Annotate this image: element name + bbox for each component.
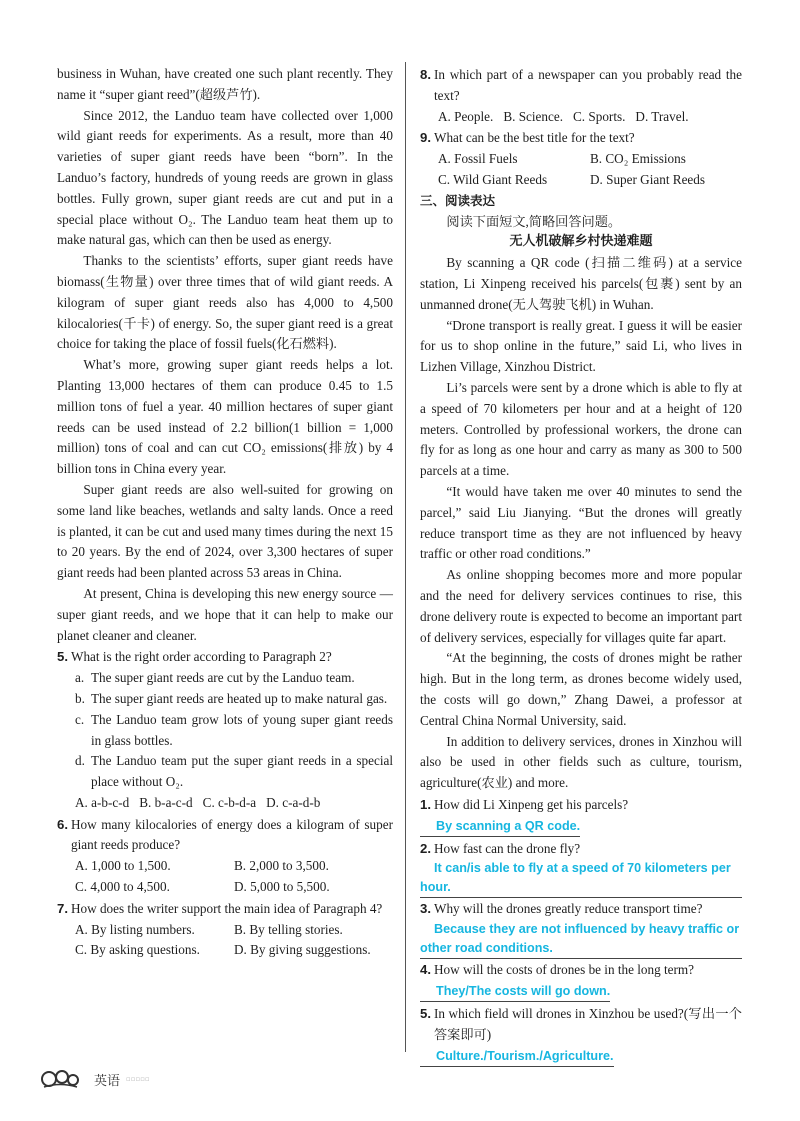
column-divider: [405, 62, 406, 1052]
question-text: Why will the drones greatly reduce transport time?: [434, 901, 703, 917]
option-c[interactable]: C. Sports.: [573, 108, 626, 124]
left-column: [57, 64, 393, 961]
publisher-logo-icon: [40, 1068, 80, 1090]
paragraph: business in Wuhan, have created one such plant recently. They name it “super giant reed”(超级芦竹).: [57, 66, 393, 102]
paragraph: “It would have taken me over 40 minutes to send the parcel,” said Liu Jianying. “But the drones will greatly reduce transport time as they are not influenced by heavy traffic or other road conditions.”: [420, 483, 742, 562]
option-c[interactable]: C. 4,000 to 4,500.: [75, 879, 170, 895]
item-text: The super giant reeds are heated up to make natural gas.: [91, 690, 388, 706]
paragraph: Li’s parcels were sent by a drone which is able to fly at a speed of 70 kilometers per hour and at a height of 120 meters. Controlled by professional workers, the drone can fly for as long as one hour and carry as many as 300 to 500 parcels at a time.: [420, 379, 742, 479]
item-text: The Landuo team grow lots of young super giant reeds in glass bottles.: [91, 711, 393, 748]
paragraph: In addition to delivery services, drones in Xinzhou will also be used in other fields such as culture, tourism, agriculture(农业) and more.: [420, 733, 742, 791]
item-key: b.: [75, 690, 85, 706]
item-text: The Landuo team put the super giant reeds in a special place without O₂.: [91, 753, 393, 790]
option-c[interactable]: C. Wild Giant Reeds: [438, 171, 548, 187]
options-row: [420, 107, 742, 128]
option-a[interactable]: A. 1,000 to 1,500.: [75, 858, 171, 874]
options-row: [57, 877, 393, 898]
option-d[interactable]: D. c-a-d-b: [266, 794, 321, 810]
question-9: [420, 128, 742, 149]
option-c[interactable]: C. c-b-d-a: [202, 794, 257, 810]
right-column: [420, 64, 742, 1068]
answer-line[interactable]: They/The costs will go down.: [420, 982, 610, 1002]
options-row: [57, 856, 393, 877]
list-item: [57, 668, 393, 689]
option-a[interactable]: A. People.: [438, 108, 494, 124]
option-d[interactable]: D. By giving suggestions.: [234, 942, 371, 958]
question-text: How fast can the drone fly?: [434, 840, 581, 856]
qa-question: [420, 839, 742, 860]
question-5: [57, 647, 393, 668]
list-item: [57, 751, 393, 793]
decorative-mark: ▫▫▫▫▫: [126, 1075, 150, 1083]
option-d[interactable]: D. Super Giant Reeds: [590, 171, 706, 187]
question-number: 9.: [420, 130, 431, 146]
option-b[interactable]: B. b-a-c-d: [139, 794, 193, 810]
qa-question: [420, 899, 742, 920]
option-a[interactable]: A. a-b-c-d: [75, 794, 130, 810]
question-number: 8.: [420, 67, 431, 82]
question-number: 5.: [420, 1006, 431, 1022]
paragraph: As online shopping becomes more and more popular and the need for delivery services continues to rise, this drone delivery route is expected to become an important part of delivery services, especially for villages quite far apart.: [420, 567, 742, 645]
options-row: [57, 940, 393, 961]
answer-line[interactable]: Culture./Tourism./Agriculture.: [420, 1047, 614, 1067]
item-key: c.: [75, 711, 85, 727]
options-row: [420, 170, 742, 191]
paragraph: Thanks to the scientists’ efforts, super giant reeds have biomass(生物量) over three times that of wild giant reeds. A kilogram of super giant reeds also has 4,000 to 4,500 kilocalories(千卡) of energy. So, the super giant reed is a great choice for taking the place of fossil fuels(化石燃料).: [57, 253, 393, 352]
qa-question: [420, 1004, 742, 1046]
paragraph: Super giant reeds are also well-suited for growing on some land like beaches, wetlands and salty lands. Once a reed is planted, it can be cut and used many times during the next 15 to 20 years. By the end of 2024, over 3,300 hectares of super giant reeds had been planted across 53 areas in China.: [57, 481, 393, 581]
option-b[interactable]: B. Science.: [503, 108, 564, 124]
paragraph: By scanning a QR code (扫描二维码) at a service station, Li Xinpeng received his parcels(包裹) sent by an unmanned drone(无人驾驶飞机) in Wuhan.: [420, 255, 742, 312]
question-text: What can be the best title for the text?: [434, 130, 635, 146]
section-heading: 三、阅读表达: [420, 192, 496, 208]
question-number: 5.: [57, 649, 68, 665]
option-d[interactable]: D. 5,000 to 5,500.: [234, 879, 330, 895]
answer-line[interactable]: Because they are not influenced by heavy traffic or other road conditions.: [420, 920, 742, 959]
options-row: [57, 793, 393, 814]
item-text: The super giant reeds are cut by the Landuo team.: [91, 670, 355, 686]
options-row: [420, 149, 742, 170]
qa-question: [420, 960, 742, 981]
option-c[interactable]: C. By asking questions.: [75, 942, 200, 958]
option-b[interactable]: B. CO₂ Emissions: [590, 151, 686, 167]
question-number: 6.: [57, 816, 68, 832]
page-footer: [40, 1068, 150, 1090]
paragraph: “At the beginning, the costs of drones might be rather high. But in the long term, as drones become widely used, the costs will go down,” Zhang Dawei, a professor at Central China Normal University, said.: [420, 650, 742, 728]
options-row: [57, 920, 393, 941]
question-6: [57, 815, 393, 857]
paragraph: At present, China is developing this new energy source — super giant reeds, and we hope that it can help to make our planet cleaner and cleaner.: [57, 585, 393, 643]
option-a[interactable]: A. Fossil Fuels: [438, 151, 518, 167]
question-text: What is the right order according to Paragraph 2?: [71, 649, 332, 665]
item-key: d.: [75, 753, 85, 769]
question-text: In which field will drones in Xinzhou be used?(写出一个答案即可): [434, 1006, 742, 1042]
question-7: [57, 899, 393, 920]
list-item: [57, 710, 393, 752]
answer-line[interactable]: By scanning a QR code.: [420, 817, 580, 837]
question-text: How does the writer support the main idea of Paragraph 4?: [71, 900, 383, 916]
question-8: [420, 65, 742, 107]
question-number: 4.: [420, 962, 431, 978]
answer-line[interactable]: It can/is able to fly at a speed of 70 kilometers per hour.: [420, 859, 742, 898]
question-number: 7.: [57, 900, 68, 916]
item-key: a.: [75, 670, 85, 686]
question-text: How many kilocalories of energy does a kilogram of super giant reeds produce?: [71, 816, 393, 853]
question-number: 3.: [420, 901, 431, 917]
question-text: In which part of a newspaper can you probably read the text?: [434, 67, 742, 103]
question-number: 2.: [420, 840, 431, 856]
paragraph: “Drone transport is really great. I guess it will be easier for us to shop online in the future,” said Li, who lives in Lizhen Village, Xinzhou District.: [420, 317, 742, 375]
question-text: How will the costs of drones be in the long term?: [434, 962, 695, 978]
option-d[interactable]: D. Travel.: [635, 108, 689, 124]
list-item: [57, 689, 393, 710]
option-b[interactable]: B. 2,000 to 3,500.: [234, 858, 329, 874]
paragraph: What’s more, growing super giant reeds helps a lot. Planting 13,000 hectares of them can produce 0.45 to 1.5 million tons of fuel a year. 40 million hectares of super giant reeds can be used instead of 2.2 billion(1 billion = 1,000 million) tons of coal and can cut CO₂ emissions(排放) by 4 billion tons in China every year.: [57, 357, 393, 477]
paragraph: Since 2012, the Landuo team have collected over 1,000 wild giant reeds for experiments. As a result, more than 40 varieties of super giant reeds have been “born”. In the Landuo’s factory, hundreds of young reeds are grown in glass bottles. Fully grown, super giant reeds are cut and put in a special place without O₂. The Landuo team heat them up to make natural gas, which can then be used as energy.: [57, 107, 393, 248]
question-number: 1.: [420, 796, 431, 812]
instruction: 阅读下面短文,简略回答问题。: [446, 213, 622, 229]
passage-title: 无人机破解乡村快递难题: [509, 234, 653, 250]
option-b[interactable]: B. By telling stories.: [234, 921, 343, 937]
question-text: How did Li Xinpeng get his parcels?: [434, 796, 629, 812]
subject-label: 英语: [94, 1073, 121, 1089]
qa-question: [420, 795, 742, 816]
option-a[interactable]: A. By listing numbers.: [75, 921, 195, 937]
